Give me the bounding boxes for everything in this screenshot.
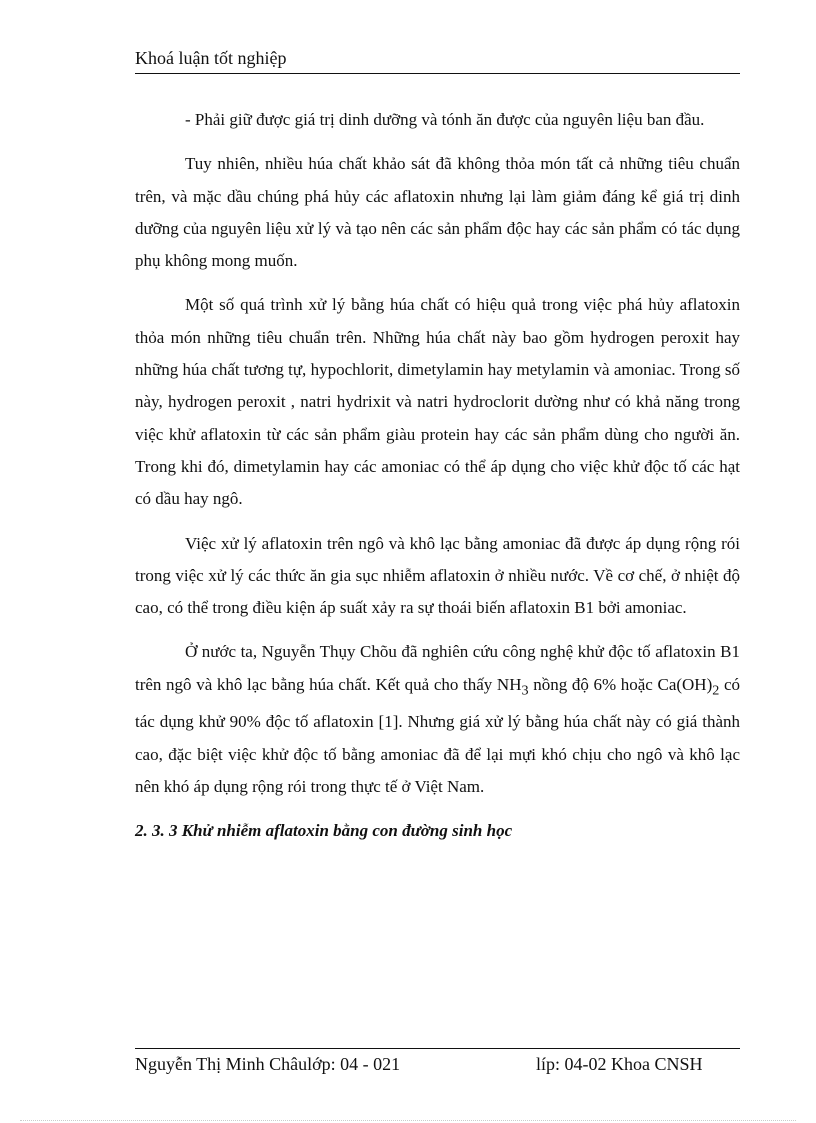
paragraph-vietnam-text-2: nồng độ 6% hoặc Ca(OH)	[528, 674, 713, 694]
paragraph-vietnam-text-1: Ở nước ta, Nguyễn Thụy Chõu đã nghiên cứu công nghệ khử độc tố aflatoxin B1 trên ngô và khô lạc bằng húa chất. Kết quả cho thấy NH	[135, 642, 740, 694]
subscript-nh3: 3	[521, 682, 529, 699]
paragraph-effective-chemicals: Một số quá trình xử lý bằng húa chất có hiệu quả trong việc phá hủy aflatoxin thỏa món những tiêu chuẩn trên. Những húa chất này bao gồm hydrogen peroxit hay những húa chất tương tự, hypochlorit, dimetylamin hay metylamin và amoniac. Trong số này, hydrogen peroxit , natri hydrixit và natri hydroclorit dường như có khả năng trong việc khử aflatoxin từ các sản phẩm giàu protein hay các sản phẩm dùng cho người ăn. Trong khi đó, dimetylamin hay các amoniac có thể áp dụng cho việc khử độc tố các hạt có dầu hay ngô.	[135, 295, 740, 509]
subscript-caoh2: 2	[712, 682, 720, 699]
paragraph-ammonia-treatment: Việc xử lý aflatoxin trên ngô và khô lạc bằng amoniac đã được áp dụng rộng rói trong việc xử lý các thức ăn gia sục nhiễm aflatoxin ở nhiều nước. Về cơ chế, ở nhiệt độ cao, có thể trong điều kiện áp suất xảy ra sự thoái biến aflatoxin B1 bởi amoniac.	[135, 533, 740, 618]
section-heading: 2. 3. 3 Khử nhiễm aflatoxin bằng con đường sinh học	[135, 821, 513, 841]
paragraph-chemical-limitations: Tuy nhiên, nhiều húa chất khảo sát đã không thỏa món tất cả những tiêu chuẩn trên, và mặc dầu chúng phá hủy các aflatoxin nhưng lại làm giảm đáng kể giá trị dinh dưỡng của nguyên liệu xử lý và tạo nên các sản phẩm độc hay các sản phẩm có tác dụng phụ không mong muốn.	[135, 154, 740, 271]
footer-author-class: Nguyễn Thị Minh Châulớp: 04 - 021	[135, 1054, 401, 1074]
page-header-title: Khoá luận tốt nghiệp	[135, 48, 287, 68]
page-bottom-divider	[20, 1120, 796, 1121]
footer-department: líp: 04-02 Khoa CNSH	[536, 1054, 703, 1074]
header-rule	[135, 73, 740, 74]
document-body	[135, 104, 740, 847]
paragraph-vietnam-research	[135, 636, 740, 803]
paragraph-vietnam-text-3: có tác dụng khử 90% độc tố aflatoxin [1]. Nhưng giá xử lý bằng húa chất này có giá thành cao, đặc biệt việc khử độc tố bằng amoniac đã để lại mựi khó chịu cho ngô và khô lạc nên khó áp dụng rộng rói trong thực tế ở Việt Nam.	[135, 674, 741, 797]
page-footer	[135, 1054, 740, 1075]
paragraph-requirement: - Phải giữ được giá trị dinh dưỡng và tónh ăn được của nguyên liệu ban đầu.	[185, 110, 705, 129]
footer-rule	[135, 1048, 740, 1049]
